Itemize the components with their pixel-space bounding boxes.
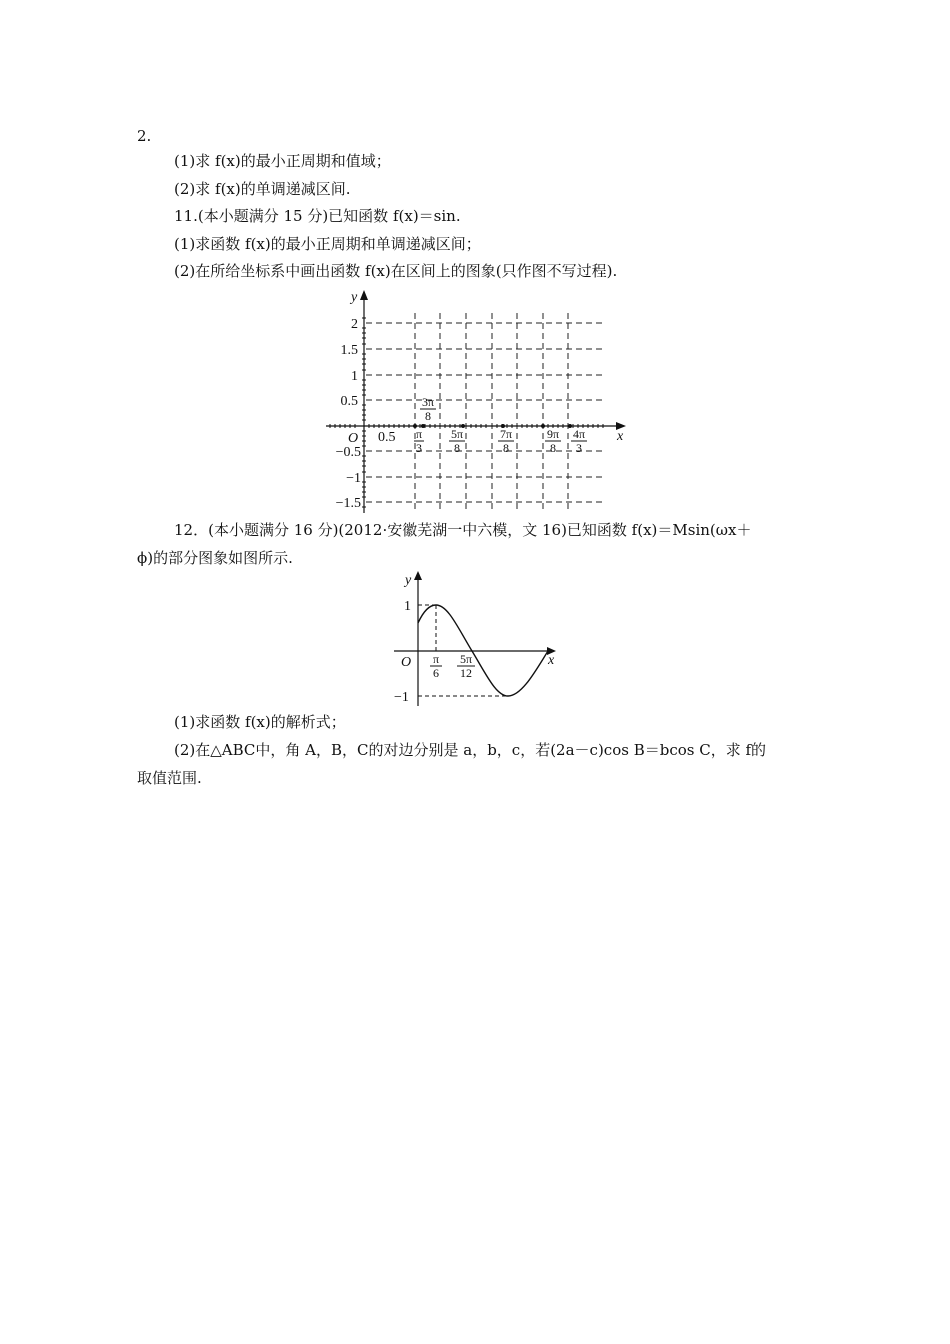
x-frac-den: 8 bbox=[503, 441, 509, 455]
y-tick-label: 0.5 bbox=[340, 394, 358, 409]
y-tick-label: −1 bbox=[394, 690, 409, 705]
x-frac-den: 12 bbox=[460, 666, 472, 680]
x-frac-num: π bbox=[432, 652, 440, 666]
text-line-12-q1: (1)求函数 f(x)的解析式； bbox=[174, 713, 346, 731]
y-tick-label: −1 bbox=[346, 471, 361, 486]
text-line-problem-12: 12．(本小题满分 16 分)(2012·安徽芜湖一中六模，文 16)已知函数 f(x)＝Msin(ωx＋ bbox=[174, 521, 752, 539]
text-line-problem-11: 11.(本小题满分 15 分)已知函数 f(x)＝sin. bbox=[174, 207, 461, 225]
origin-label: O bbox=[348, 431, 359, 446]
text-line-12-cont: ϕ)的部分图象如图所示. bbox=[137, 549, 293, 567]
y-tick-label: −0.5 bbox=[335, 445, 361, 460]
x-frac-num: 7π bbox=[499, 427, 513, 441]
axis-x-label: x bbox=[617, 429, 624, 444]
x-tick-label: 0.5 bbox=[378, 430, 396, 445]
x-frac-num: 3π bbox=[421, 395, 435, 409]
text-line-q1: (1)求 f(x)的最小正周期和值域； bbox=[174, 152, 391, 170]
x-frac-den: 8 bbox=[425, 409, 431, 423]
x-frac-den: 3 bbox=[576, 441, 582, 455]
y-tick-label: 1 bbox=[404, 599, 411, 614]
x-frac-num: 9π bbox=[546, 427, 560, 441]
text-line-2: 2. bbox=[137, 127, 152, 145]
x-frac-num: 4π bbox=[572, 427, 586, 441]
text-line-11-q1: (1)求函数 f(x)的最小正周期和单调递减区间； bbox=[174, 235, 481, 253]
figure-sine-graph bbox=[390, 568, 570, 708]
x-frac-den: 3 bbox=[416, 441, 422, 455]
axis-y-label: y bbox=[351, 290, 358, 305]
x-frac-num: 5π bbox=[450, 427, 464, 441]
y-tick-label: 1.5 bbox=[340, 343, 358, 358]
x-frac-num: 5π bbox=[459, 652, 473, 666]
origin-label: O bbox=[401, 655, 412, 670]
figure-coordinate-grid bbox=[318, 288, 638, 518]
axis-x-label: x bbox=[548, 653, 555, 668]
text-line-12-q2: (2)在△ABC中，角 A，B，C的对边分别是 a，b，c，若(2a－c)cos B＝bcos C，求 f的 bbox=[174, 741, 767, 759]
text-line-12-q2-cont: 取值范围. bbox=[137, 769, 202, 787]
x-frac-den: 8 bbox=[550, 441, 556, 455]
text-line-11-q2: (2)在所给坐标系中画出函数 f(x)在区间上的图象(只作图不写过程). bbox=[174, 262, 618, 280]
x-frac-num: π bbox=[415, 427, 423, 441]
y-tick-label: −1.5 bbox=[335, 496, 361, 511]
x-frac-den: 8 bbox=[454, 441, 460, 455]
text-line-q2: (2)求 f(x)的单调递减区间. bbox=[174, 180, 351, 198]
axis-y-label: y bbox=[405, 573, 412, 588]
x-frac-den: 6 bbox=[433, 666, 439, 680]
y-tick-label: 1 bbox=[351, 369, 358, 384]
y-tick-label: 2 bbox=[351, 317, 358, 332]
